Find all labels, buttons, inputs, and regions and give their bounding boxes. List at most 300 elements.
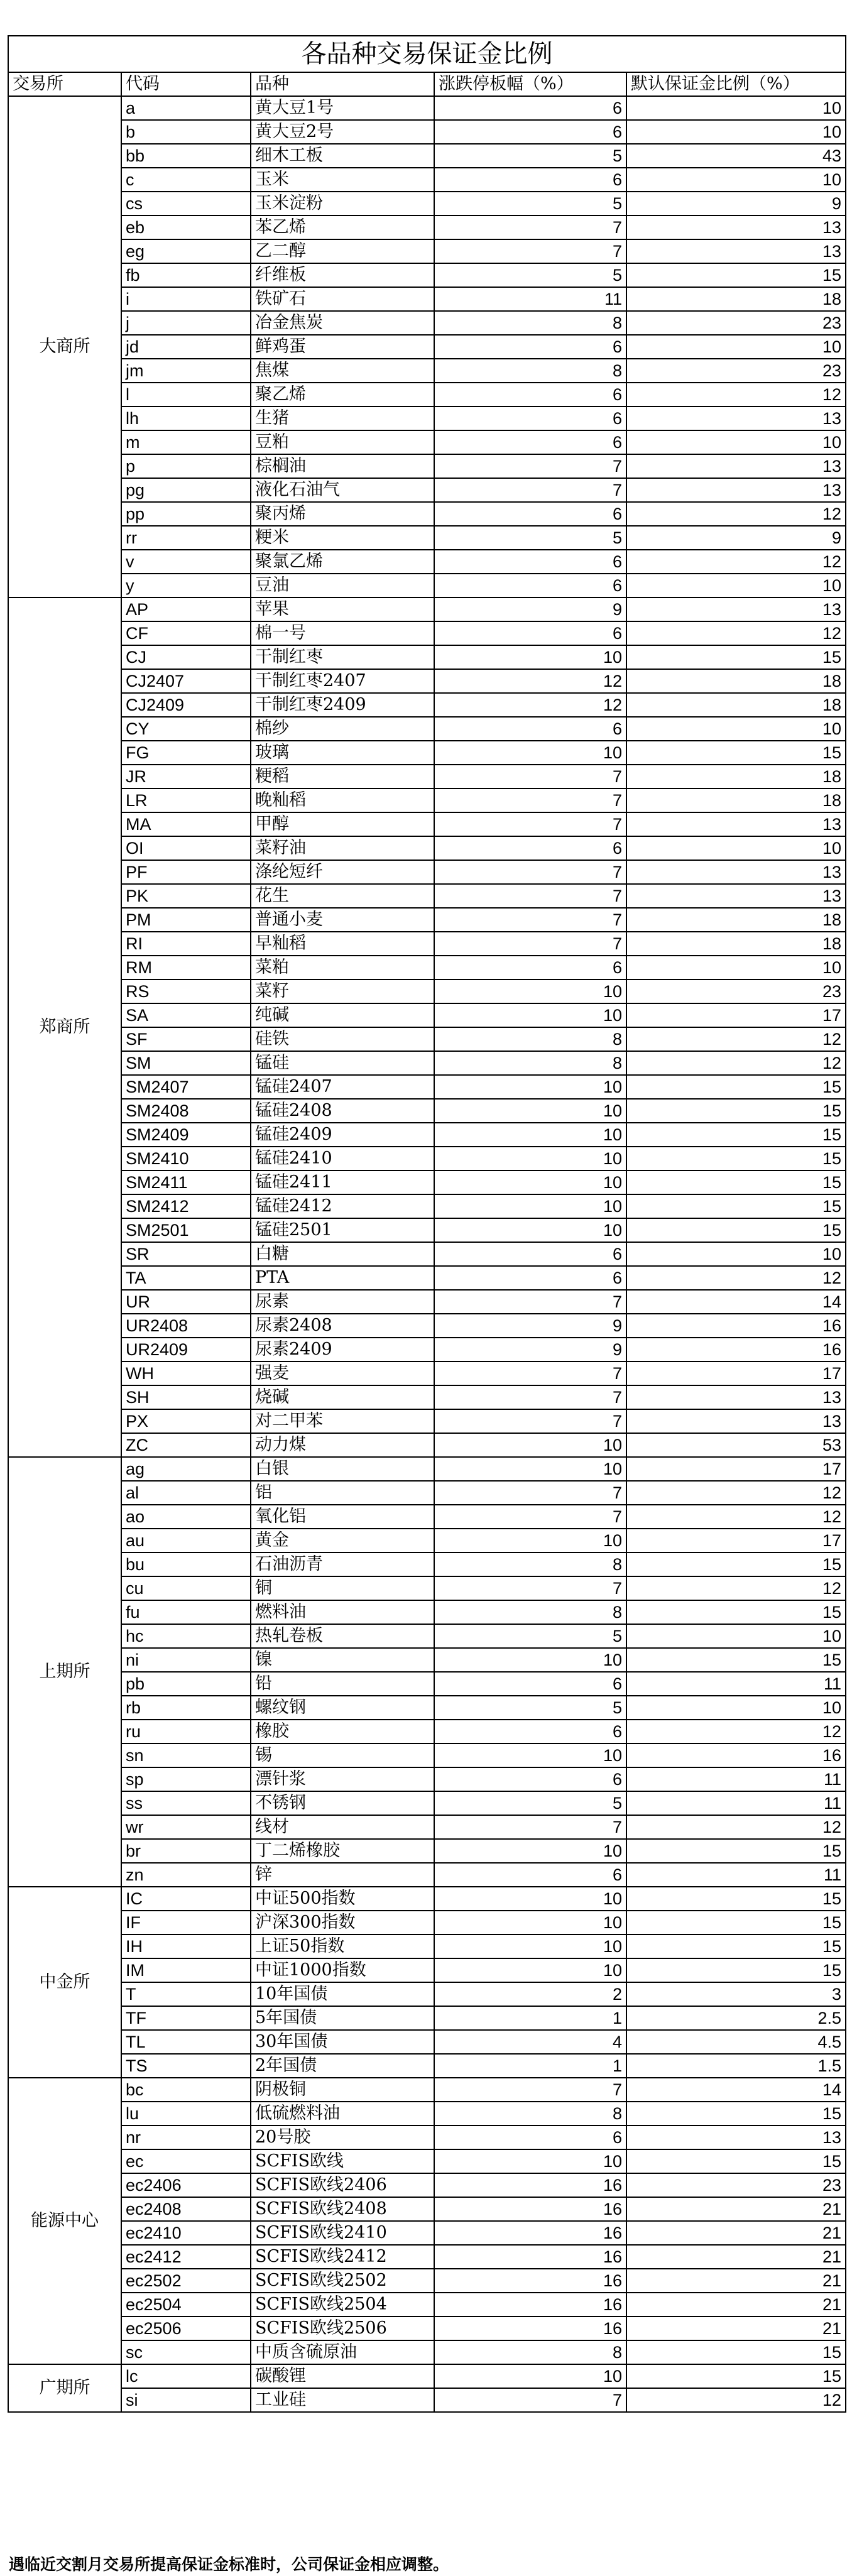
margin-ratio-cell: 11	[626, 1863, 846, 1887]
variety-cell: PTA	[251, 1266, 434, 1290]
table-row	[8, 1529, 846, 1553]
margin-ratio-cell: 15	[626, 645, 846, 669]
variety-cell: 铝	[251, 1481, 434, 1505]
table-row	[8, 1385, 846, 1409]
exchange-cell: 郑商所	[8, 598, 121, 1457]
table-row	[8, 932, 846, 956]
code-cell: pg	[121, 478, 251, 502]
margin-ratio-cell: 21	[626, 2317, 846, 2340]
price-limit-cell: 10	[434, 1529, 626, 1553]
price-limit-cell: 10	[434, 1147, 626, 1171]
variety-cell: 棉纱	[251, 717, 434, 741]
variety-cell: 生猪	[251, 407, 434, 430]
variety-cell: 菜籽油	[251, 836, 434, 860]
table-row	[8, 359, 846, 383]
variety-cell: SCFIS欧线2502	[251, 2269, 434, 2293]
code-cell: ec2410	[121, 2221, 251, 2245]
margin-ratio-cell: 13	[626, 216, 846, 239]
margin-ratio-cell: 13	[626, 598, 846, 621]
price-limit-cell: 6	[434, 1672, 626, 1696]
price-limit-cell: 7	[434, 789, 626, 812]
code-cell: y	[121, 574, 251, 598]
margin-ratio-cell: 17	[626, 1529, 846, 1553]
table-row	[8, 1911, 846, 1935]
table-row	[8, 789, 846, 812]
variety-cell: 豆粕	[251, 430, 434, 454]
variety-cell: 玉米	[251, 168, 434, 192]
margin-ratio-cell: 12	[626, 1576, 846, 1600]
margin-ratio-cell: 17	[626, 1003, 846, 1027]
table-body	[8, 36, 846, 2412]
variety-cell: 聚氯乙烯	[251, 550, 434, 574]
table-row	[8, 2126, 846, 2149]
table-row	[8, 1648, 846, 1672]
variety-cell: 铜	[251, 1576, 434, 1600]
variety-cell: 白糖	[251, 1242, 434, 1266]
margin-ratio-cell: 15	[626, 1648, 846, 1672]
price-limit-cell: 11	[434, 287, 626, 311]
variety-cell: 花生	[251, 884, 434, 908]
variety-cell: 沪深300指数	[251, 1911, 434, 1935]
exchange-cell: 广期所	[8, 2364, 121, 2412]
margin-ratio-cell: 12	[626, 1815, 846, 1839]
exchange-cell: 上期所	[8, 1457, 121, 1887]
margin-ratio-cell: 10	[626, 574, 846, 598]
variety-cell: 甲醇	[251, 812, 434, 836]
table-row	[8, 765, 846, 789]
price-limit-cell: 10	[434, 1433, 626, 1457]
price-limit-cell: 7	[434, 1481, 626, 1505]
margin-ratio-cell: 13	[626, 884, 846, 908]
table-row	[8, 1338, 846, 1362]
margin-ratio-cell: 10	[626, 335, 846, 359]
price-limit-cell: 10	[434, 1171, 626, 1194]
table-row	[8, 239, 846, 263]
price-limit-cell: 10	[434, 1099, 626, 1123]
code-cell: IF	[121, 1911, 251, 1935]
variety-cell: 碳酸锂	[251, 2364, 434, 2388]
price-limit-cell: 10	[434, 1887, 626, 1911]
table-row	[8, 860, 846, 884]
table-row	[8, 574, 846, 598]
code-cell: wr	[121, 1815, 251, 1839]
table-row	[8, 1242, 846, 1266]
variety-cell: 尿素2408	[251, 1314, 434, 1338]
margin-ratio-cell: 18	[626, 789, 846, 812]
table-row	[8, 741, 846, 765]
variety-cell: 玻璃	[251, 741, 434, 765]
table-row	[8, 812, 846, 836]
price-limit-cell: 8	[434, 1553, 626, 1576]
code-cell: bb	[121, 144, 251, 168]
code-cell: RS	[121, 980, 251, 1003]
code-cell: zn	[121, 1863, 251, 1887]
variety-cell: 工业硅	[251, 2388, 434, 2412]
price-limit-cell: 10	[434, 1935, 626, 1958]
variety-cell: SCFIS欧线2408	[251, 2197, 434, 2221]
code-cell: PK	[121, 884, 251, 908]
margin-ratio-cell: 15	[626, 1194, 846, 1218]
table-row	[8, 168, 846, 192]
code-cell: br	[121, 1839, 251, 1863]
header-price-limit: 涨跌停板幅（%）	[434, 72, 626, 96]
price-limit-cell: 8	[434, 1051, 626, 1075]
variety-cell: 漂针浆	[251, 1767, 434, 1791]
variety-cell: 燃料油	[251, 1600, 434, 1624]
price-limit-cell: 7	[434, 1385, 626, 1409]
table-row	[8, 1576, 846, 1600]
variety-cell: 黄金	[251, 1529, 434, 1553]
table-row	[8, 1672, 846, 1696]
code-cell: v	[121, 550, 251, 574]
variety-cell: 干制红枣	[251, 645, 434, 669]
price-limit-cell: 8	[434, 2340, 626, 2364]
margin-ratio-cell: 18	[626, 908, 846, 932]
table-row	[8, 1171, 846, 1194]
code-cell: RM	[121, 956, 251, 980]
table-row	[8, 2269, 846, 2293]
table-row	[8, 1505, 846, 1529]
code-cell: CJ2407	[121, 669, 251, 693]
code-cell: bc	[121, 2078, 251, 2102]
table-row	[8, 908, 846, 932]
exchange-cell: 中金所	[8, 1887, 121, 2078]
code-cell: lc	[121, 2364, 251, 2388]
variety-cell: 黄大豆1号	[251, 96, 434, 120]
margin-ratio-cell: 21	[626, 2269, 846, 2293]
margin-ratio-cell: 9	[626, 526, 846, 550]
price-limit-cell: 6	[434, 430, 626, 454]
variety-cell: 氧化铝	[251, 1505, 434, 1529]
table-title: 各品种交易保证金比例	[8, 36, 846, 72]
price-limit-cell: 6	[434, 2126, 626, 2149]
table-row	[8, 1003, 846, 1027]
price-limit-cell: 10	[434, 645, 626, 669]
code-cell: rr	[121, 526, 251, 550]
table-row	[8, 1218, 846, 1242]
margin-ratio-cell: 15	[626, 2364, 846, 2388]
table-row	[8, 2078, 846, 2102]
code-cell: SH	[121, 1385, 251, 1409]
variety-cell: 鲜鸡蛋	[251, 335, 434, 359]
price-limit-cell: 7	[434, 1409, 626, 1433]
code-cell: SF	[121, 1027, 251, 1051]
margin-ratio-cell: 1.5	[626, 2054, 846, 2078]
margin-ratio-cell: 15	[626, 263, 846, 287]
price-limit-cell: 7	[434, 932, 626, 956]
table-row	[8, 884, 846, 908]
table-row	[8, 1767, 846, 1791]
margin-ratio-cell: 15	[626, 2102, 846, 2126]
margin-ratio-cell: 15	[626, 1600, 846, 1624]
table-row	[8, 1123, 846, 1147]
variety-cell: 动力煤	[251, 1433, 434, 1457]
price-limit-cell: 6	[434, 502, 626, 526]
code-cell: IC	[121, 1887, 251, 1911]
code-cell: SA	[121, 1003, 251, 1027]
table-row	[8, 263, 846, 287]
margin-ratio-cell: 15	[626, 1911, 846, 1935]
table-row	[8, 621, 846, 645]
code-cell: hc	[121, 1624, 251, 1648]
price-limit-cell: 7	[434, 765, 626, 789]
margin-ratio-cell: 53	[626, 1433, 846, 1457]
margin-ratio-cell: 13	[626, 1409, 846, 1433]
price-limit-cell: 9	[434, 1314, 626, 1338]
code-cell: nr	[121, 2126, 251, 2149]
code-cell: ec2412	[121, 2245, 251, 2269]
exchange-cell: 大商所	[8, 96, 121, 598]
margin-ratio-cell: 10	[626, 1696, 846, 1720]
table-row	[8, 335, 846, 359]
variety-cell: 聚丙烯	[251, 502, 434, 526]
code-cell: UR2408	[121, 1314, 251, 1338]
code-cell: ec2408	[121, 2197, 251, 2221]
code-cell: PF	[121, 860, 251, 884]
margin-ratio-cell: 15	[626, 1147, 846, 1171]
variety-cell: 丁二烯橡胶	[251, 1839, 434, 1863]
code-cell: cu	[121, 1576, 251, 1600]
code-cell: UR2409	[121, 1338, 251, 1362]
variety-cell: 干制红枣2407	[251, 669, 434, 693]
margin-ratio-cell: 18	[626, 287, 846, 311]
table-row	[8, 2173, 846, 2197]
price-limit-cell: 6	[434, 1767, 626, 1791]
price-limit-cell: 6	[434, 1266, 626, 1290]
price-limit-cell: 10	[434, 1123, 626, 1147]
variety-cell: 阴极铜	[251, 2078, 434, 2102]
margin-ratio-cell: 11	[626, 1672, 846, 1696]
code-cell: AP	[121, 598, 251, 621]
price-limit-cell: 10	[434, 1194, 626, 1218]
price-limit-cell: 7	[434, 884, 626, 908]
variety-cell: 不锈钢	[251, 1791, 434, 1815]
price-limit-cell: 5	[434, 263, 626, 287]
variety-cell: 纯碱	[251, 1003, 434, 1027]
variety-cell: 黄大豆2号	[251, 120, 434, 144]
variety-cell: 中证500指数	[251, 1887, 434, 1911]
margin-ratio-cell: 12	[626, 1266, 846, 1290]
code-cell: rb	[121, 1696, 251, 1720]
variety-cell: 螺纹钢	[251, 1696, 434, 1720]
price-limit-cell: 16	[434, 2221, 626, 2245]
variety-cell: 铁矿石	[251, 287, 434, 311]
margin-ratio-cell: 15	[626, 1075, 846, 1099]
price-limit-cell: 10	[434, 1457, 626, 1481]
margin-ratio-cell: 11	[626, 1791, 846, 1815]
margin-ratio-cell: 12	[626, 550, 846, 574]
margin-ratio-cell: 43	[626, 144, 846, 168]
price-limit-cell: 6	[434, 1242, 626, 1266]
table-row	[8, 2030, 846, 2054]
price-limit-cell: 7	[434, 1505, 626, 1529]
table-row	[8, 2340, 846, 2364]
price-limit-cell: 7	[434, 216, 626, 239]
price-limit-cell: 8	[434, 1600, 626, 1624]
margin-ratio-cell: 12	[626, 502, 846, 526]
table-row	[8, 1409, 846, 1433]
price-limit-cell: 7	[434, 2078, 626, 2102]
variety-cell: 10年国债	[251, 1982, 434, 2006]
margin-ratio-cell: 13	[626, 478, 846, 502]
header-code: 代码	[121, 72, 251, 96]
table-row	[8, 1099, 846, 1123]
code-cell: RI	[121, 932, 251, 956]
variety-cell: 低硫燃料油	[251, 2102, 434, 2126]
code-cell: al	[121, 1481, 251, 1505]
margin-ratio-cell: 12	[626, 1027, 846, 1051]
code-cell: IM	[121, 1958, 251, 1982]
code-cell: ao	[121, 1505, 251, 1529]
price-limit-cell: 16	[434, 2245, 626, 2269]
price-limit-cell: 7	[434, 454, 626, 478]
code-cell: SM2410	[121, 1147, 251, 1171]
code-cell: l	[121, 383, 251, 407]
variety-cell: 锌	[251, 1863, 434, 1887]
table-row	[8, 598, 846, 621]
price-limit-cell: 12	[434, 693, 626, 717]
variety-cell: 棉一号	[251, 621, 434, 645]
variety-cell: 中证1000指数	[251, 1958, 434, 1982]
price-limit-cell: 9	[434, 598, 626, 621]
price-limit-cell: 10	[434, 1218, 626, 1242]
variety-cell: 烧碱	[251, 1385, 434, 1409]
price-limit-cell: 1	[434, 2054, 626, 2078]
code-cell: ZC	[121, 1433, 251, 1457]
variety-cell: 苹果	[251, 598, 434, 621]
table-row	[8, 1051, 846, 1075]
variety-cell: SCFIS欧线2406	[251, 2173, 434, 2197]
margin-ratio-cell: 12	[626, 1481, 846, 1505]
table-row	[8, 1362, 846, 1385]
table-row	[8, 1553, 846, 1576]
variety-cell: 聚乙烯	[251, 383, 434, 407]
margin-ratio-cell: 10	[626, 430, 846, 454]
price-limit-cell: 7	[434, 1362, 626, 1385]
price-limit-cell: 6	[434, 621, 626, 645]
price-limit-cell: 5	[434, 1624, 626, 1648]
margin-ratio-cell: 12	[626, 1720, 846, 1744]
code-cell: pp	[121, 502, 251, 526]
table-row	[8, 1958, 846, 1982]
code-cell: ec2504	[121, 2293, 251, 2317]
code-cell: TS	[121, 2054, 251, 2078]
margin-ratio-cell: 10	[626, 836, 846, 860]
table-row	[8, 1457, 846, 1481]
margin-ratio-cell: 15	[626, 1958, 846, 1982]
price-limit-cell: 7	[434, 239, 626, 263]
table-row	[8, 1075, 846, 1099]
margin-ratio-cell: 13	[626, 239, 846, 263]
variety-cell: 细木工板	[251, 144, 434, 168]
code-cell: SR	[121, 1242, 251, 1266]
code-cell: eb	[121, 216, 251, 239]
margin-ratio-cell: 23	[626, 359, 846, 383]
table-row	[8, 1839, 846, 1863]
table-row	[8, 1791, 846, 1815]
table-row	[8, 1600, 846, 1624]
variety-cell: 30年国债	[251, 2030, 434, 2054]
variety-cell: SCFIS欧线	[251, 2149, 434, 2173]
price-limit-cell: 6	[434, 836, 626, 860]
code-cell: SM2408	[121, 1099, 251, 1123]
variety-cell: 热轧卷板	[251, 1624, 434, 1648]
margin-ratio-cell: 18	[626, 693, 846, 717]
variety-cell: 石油沥青	[251, 1553, 434, 1576]
table-row	[8, 1887, 846, 1911]
margin-ratio-cell: 15	[626, 741, 846, 765]
code-cell: ec	[121, 2149, 251, 2173]
variety-cell: 中质含硫原油	[251, 2340, 434, 2364]
variety-cell: 棕榈油	[251, 454, 434, 478]
margin-ratio-cell: 18	[626, 765, 846, 789]
variety-cell: 锰硅2410	[251, 1147, 434, 1171]
margin-ratio-cell: 10	[626, 96, 846, 120]
table-row	[8, 1815, 846, 1839]
variety-cell: 菜籽	[251, 980, 434, 1003]
price-limit-cell: 12	[434, 669, 626, 693]
price-limit-cell: 6	[434, 1863, 626, 1887]
price-limit-cell: 6	[434, 383, 626, 407]
table-row	[8, 2197, 846, 2221]
margin-ratio-cell: 18	[626, 932, 846, 956]
margin-ratio-cell: 14	[626, 2078, 846, 2102]
margin-ratio-cell: 13	[626, 860, 846, 884]
code-cell: FG	[121, 741, 251, 765]
table-row	[8, 2293, 846, 2317]
header-margin-ratio: 默认保证金比例（%）	[626, 72, 846, 96]
variety-cell: 线材	[251, 1815, 434, 1839]
table-row	[8, 1696, 846, 1720]
margin-ratio-cell: 15	[626, 1123, 846, 1147]
variety-cell: 纤维板	[251, 263, 434, 287]
code-cell: SM2407	[121, 1075, 251, 1099]
code-cell: a	[121, 96, 251, 120]
variety-cell: 尿素2409	[251, 1338, 434, 1362]
margin-ratio-cell: 4.5	[626, 2030, 846, 2054]
price-limit-cell: 10	[434, 1839, 626, 1863]
table-row	[8, 502, 846, 526]
price-limit-cell: 6	[434, 335, 626, 359]
variety-cell: 苯乙烯	[251, 216, 434, 239]
price-limit-cell: 7	[434, 2388, 626, 2412]
code-cell: fb	[121, 263, 251, 287]
margin-ratio-cell: 13	[626, 2126, 846, 2149]
code-cell: CY	[121, 717, 251, 741]
code-cell: CF	[121, 621, 251, 645]
variety-cell: SCFIS欧线2410	[251, 2221, 434, 2245]
margin-ratio-cell: 21	[626, 2221, 846, 2245]
price-limit-cell: 7	[434, 860, 626, 884]
variety-cell: 锡	[251, 1744, 434, 1767]
table-row	[8, 550, 846, 574]
margin-ratio-cell: 16	[626, 1338, 846, 1362]
price-limit-cell: 1	[434, 2006, 626, 2030]
margin-ratio-table	[8, 35, 846, 2413]
price-limit-cell: 4	[434, 2030, 626, 2054]
variety-cell: 锰硅	[251, 1051, 434, 1075]
code-cell: SM2409	[121, 1123, 251, 1147]
margin-ratio-cell: 17	[626, 1362, 846, 1385]
code-cell: si	[121, 2388, 251, 2412]
margin-ratio-cell: 10	[626, 717, 846, 741]
table-row	[8, 1863, 846, 1887]
variety-cell: 豆油	[251, 574, 434, 598]
table-row	[8, 144, 846, 168]
margin-ratio-cell: 21	[626, 2245, 846, 2269]
table-row	[8, 96, 846, 120]
price-limit-cell: 5	[434, 526, 626, 550]
